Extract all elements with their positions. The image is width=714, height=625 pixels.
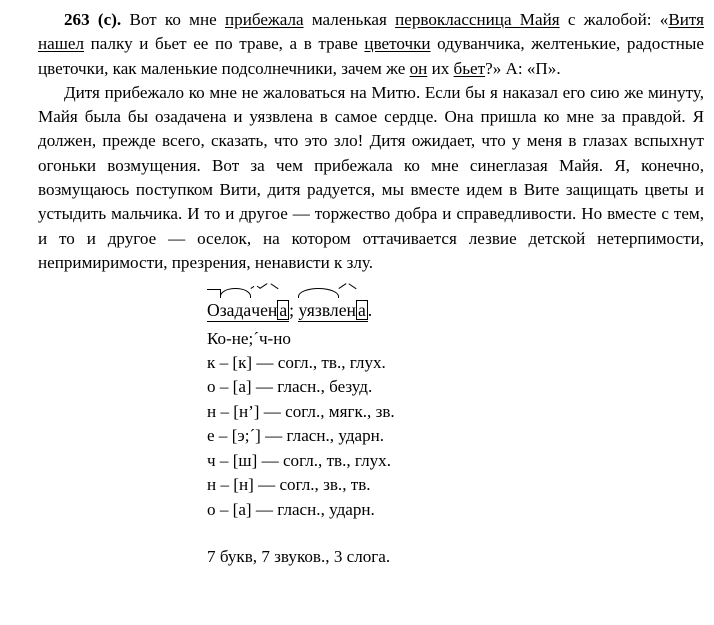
phonetic-emdash: —	[255, 499, 274, 519]
phonetic-dash: –	[219, 353, 229, 373]
word-analysis-block	[38, 286, 704, 569]
phonetic-row	[207, 449, 704, 473]
morphemic-separator: ;	[289, 300, 299, 321]
paragraph-text-run: Вот ко мне	[129, 10, 225, 29]
underlined-word: цветочки	[364, 34, 431, 54]
phonetic-letter: к	[207, 353, 216, 373]
phonetic-row	[207, 351, 704, 375]
underlined-word: прибежала	[225, 10, 304, 29]
phonetic-sound: [ш]	[232, 450, 258, 470]
phonetic-emdash: —	[256, 353, 274, 373]
phonetic-traits: согл., зв., тв.	[279, 475, 371, 495]
morphemic-word-ozadachena	[207, 297, 289, 323]
exercise-paragraph-2: Дитя прибежало ко мне не жаловаться на Митю. Если бы я наказал его сию же минуту, Майя была бы озадачена и уязвлена в самое сердце. Она пришла ко мне за правдой. Я должен, прежде всего, сказать, что это зло! Дитя ожидает, что у меня в глазах вспыхнут огоньки возмущения. Вот за чем прибежала ко мне синеглазая Майя. Я, конечно, возмущаюсь поступком Вити, дитя радуется, мы вместе идем в Вите защищать цветы и устыдить мальчика. И то и другое — торжество добра и справедливости. Но вместе с тем, и то и другое — оселок, на котором оттачивается лезвие детской нетерпимости, непримиримости, презрения, ненависти к злу.	[38, 82, 704, 272]
morphemic-analysis-line	[207, 286, 372, 323]
phonetic-sound: [а]	[232, 499, 252, 519]
phonetic-emdash: —	[261, 450, 279, 470]
morpheme-suffix-1: ч	[251, 297, 260, 323]
phonetic-sound: [а]	[232, 377, 252, 397]
underlined-word: он	[409, 58, 428, 78]
morphemic-period: .	[367, 300, 373, 321]
paragraph-text-run: их	[427, 58, 454, 78]
phonetic-dash: –	[219, 377, 229, 397]
phonetic-traits: гласн., ударн.	[277, 499, 375, 519]
phonetic-letter: е	[207, 426, 215, 446]
phonetic-sound: [к]	[232, 353, 253, 373]
underlined-word: Витя	[668, 10, 704, 29]
phonetic-traits: согл., мягк., зв.	[285, 401, 395, 421]
paragraph-text-run: с жалобой: «	[559, 10, 669, 29]
phonetic-traits: согл., тв., глух.	[277, 353, 386, 373]
exercise-number: 263 (с).	[64, 10, 122, 29]
paragraph-text-run: палку и бьет ее по траве, а в траве	[84, 34, 365, 54]
phonetic-emdash: —	[258, 475, 276, 495]
underlined-word: нашел	[38, 34, 85, 54]
morpheme-ending: а	[279, 300, 288, 321]
phonetic-emdash: —	[263, 401, 281, 421]
phonetic-dash: –	[220, 401, 229, 421]
phonetic-letter: н	[207, 475, 217, 495]
phonetic-letter: о	[207, 499, 216, 519]
morphemic-word-uyazvlena	[298, 297, 367, 323]
paragraph-text-run: ?» А: «П».	[485, 58, 561, 78]
morpheme-root: зада	[220, 297, 252, 323]
phonetic-dash: –	[220, 475, 229, 495]
syllable-division: Ко-не;´ч-но	[207, 328, 291, 348]
phonetic-sound: [э;´]	[231, 426, 261, 446]
phonetic-row	[207, 473, 704, 497]
phonetic-row	[207, 375, 704, 399]
morpheme-suffix-3: ен	[339, 297, 356, 323]
morpheme-prefix: О	[207, 297, 220, 323]
phonetic-sound: [н’]	[233, 401, 260, 421]
morpheme-ending-2: а	[357, 300, 366, 321]
phonetic-emdash: —	[255, 377, 274, 397]
phonetic-traits: гласн., ударн.	[286, 426, 385, 446]
phonetic-emdash: —	[265, 426, 283, 446]
phonetic-dash: –	[219, 499, 229, 519]
phonetic-dash: –	[218, 426, 228, 446]
phonetic-rows	[207, 351, 704, 522]
phonetic-row	[207, 400, 704, 424]
phonetic-letter: н	[207, 401, 217, 421]
paragraph-text-run: маленькая	[303, 10, 396, 29]
exercise-paragraph-1	[38, 8, 704, 81]
underlined-word: первоклассница Майя	[395, 10, 560, 29]
phonetic-row	[207, 498, 704, 522]
exercise-paragraph-1-text	[38, 10, 704, 78]
paragraph-text-run: одуванчика, желтенькие, радостные цветочки, как маленькие подсолнечники, зачем же	[38, 34, 704, 78]
analysis-summary: 7 букв, 7 звуков., 3 слога.	[207, 546, 391, 566]
phonetic-row	[207, 424, 704, 448]
morpheme-root-2: уязвл	[298, 297, 338, 323]
phonetic-dash: –	[219, 450, 229, 470]
phonetic-letter: о	[207, 377, 216, 397]
morpheme-suffix-2: ен	[260, 297, 277, 323]
phonetic-traits: гласн., безуд.	[277, 377, 373, 397]
phonetic-sound: [н]	[233, 475, 254, 495]
phonetic-traits: согл., тв., глух.	[282, 450, 391, 470]
underlined-word: бьет	[453, 58, 486, 78]
phonetic-letter: ч	[207, 450, 216, 470]
